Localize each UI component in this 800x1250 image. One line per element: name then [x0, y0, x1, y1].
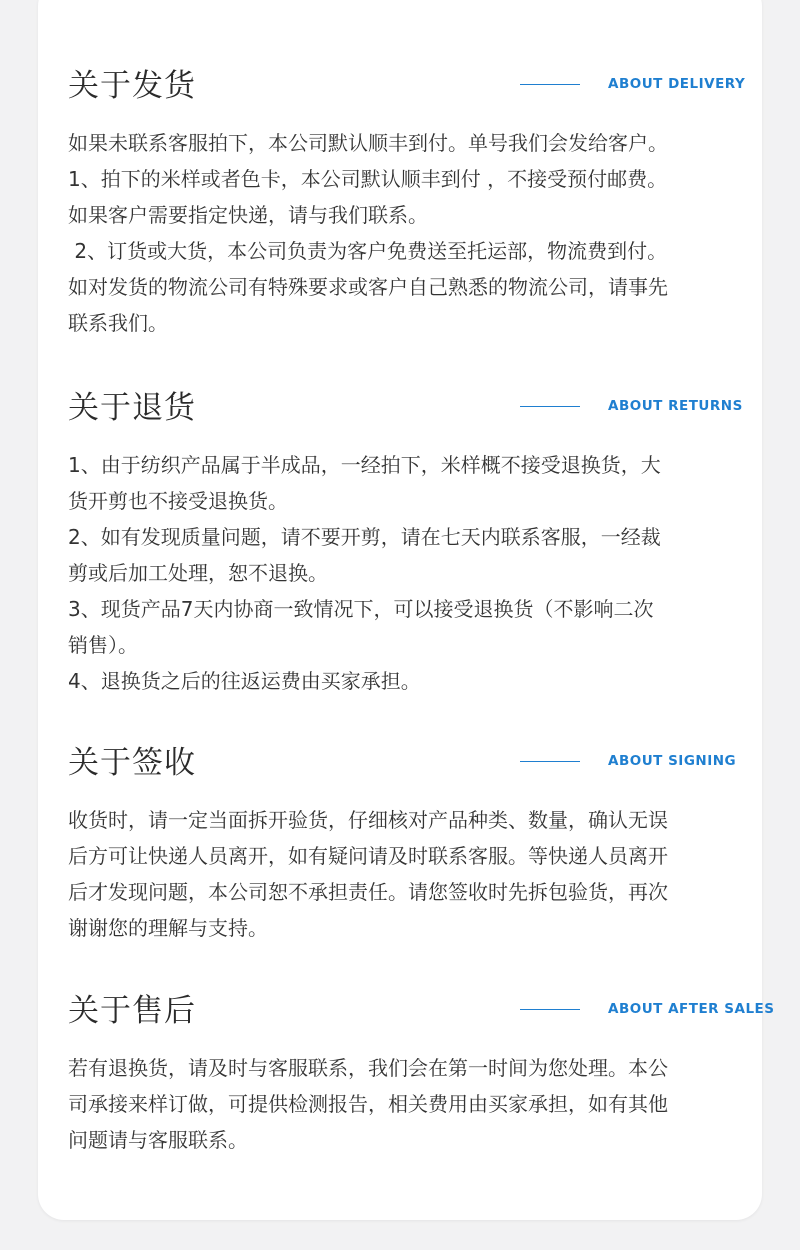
policy-card	[38, 0, 775, 1220]
paragraph-line: 若有退换货，请及时与客服联系，我们会在第一时间为您处理。本公	[68, 1056, 668, 1080]
section-title: 关于发货	[68, 68, 196, 104]
paragraph-line: 后方可让快递人员离开，如有疑问请及时联系客服。等快递人员离开	[68, 844, 668, 868]
paragraph-line: 后才发现问题，本公司恕不承担责任。请您签收时先拆包验货，再次	[68, 880, 668, 904]
section-title: 关于退货	[68, 390, 196, 426]
paragraph-line: 4、退换货之后的往返运费由买家承担。	[68, 669, 421, 693]
paragraph-line: 剪或后加工处理，恕不退换。	[68, 561, 328, 585]
title-divider-line	[520, 1009, 580, 1010]
section-title: 关于售后	[68, 993, 196, 1029]
paragraph-line: 问题请与客服联系。	[68, 1128, 248, 1152]
title-divider-line	[520, 84, 580, 85]
paragraph-line: 如果未联系客服拍下，本公司默认顺丰到付。单号我们会发给客户。	[68, 131, 668, 155]
paragraph-line: 销售）。	[68, 633, 138, 657]
section-subtitle: ABOUT RETURNS	[608, 398, 743, 414]
paragraph-line: 如果客户需要指定快递，请与我们联系。	[68, 203, 428, 227]
title-divider-line	[520, 406, 580, 407]
section-body	[68, 125, 732, 341]
paragraph-line: 2、如有发现质量问题，请不要开剪，请在七天内联系客服，一经裁	[68, 525, 661, 549]
paragraph-line: 1、拍下的米样或者色卡，本公司默认顺丰到付 ，不接受预付邮费。	[68, 167, 668, 191]
section-title: 关于签收	[68, 745, 196, 781]
paragraph-line: 收货时，请一定当面拆开验货，仔细核对产品种类、数量，确认无误	[68, 808, 668, 832]
section-subtitle: ABOUT AFTER SALES	[608, 1001, 775, 1017]
paragraph-line: 1、由于纺织产品属于半成品，一经拍下，米样概不接受退换货，大	[68, 453, 661, 477]
paragraph-line: 联系我们。	[68, 311, 168, 335]
section-body	[68, 447, 732, 699]
paragraph-line: 如对发货的物流公司有特殊要求或客户自己熟悉的物流公司，请事先	[68, 275, 668, 299]
section-subtitle: ABOUT SIGNING	[608, 753, 737, 769]
title-divider-line	[520, 761, 580, 762]
paragraph-line: 2、订货或大货，本公司负责为客户免费送至托运部，物流费到付。	[68, 239, 668, 263]
paragraph-line: 3、现货产品7天内协商一致情况下，可以接受退换货（不影响二次	[68, 597, 654, 621]
section-body	[68, 802, 732, 946]
paragraph-line: 司承接来样订做，可提供检测报告，相关费用由买家承担，如有其他	[68, 1092, 668, 1116]
section-body	[68, 1050, 732, 1158]
section-subtitle: ABOUT DELIVERY	[608, 76, 746, 92]
paragraph-line: 货开剪也不接受退换货。	[68, 489, 288, 513]
paragraph-line: 谢谢您的理解与支持。	[68, 916, 268, 940]
